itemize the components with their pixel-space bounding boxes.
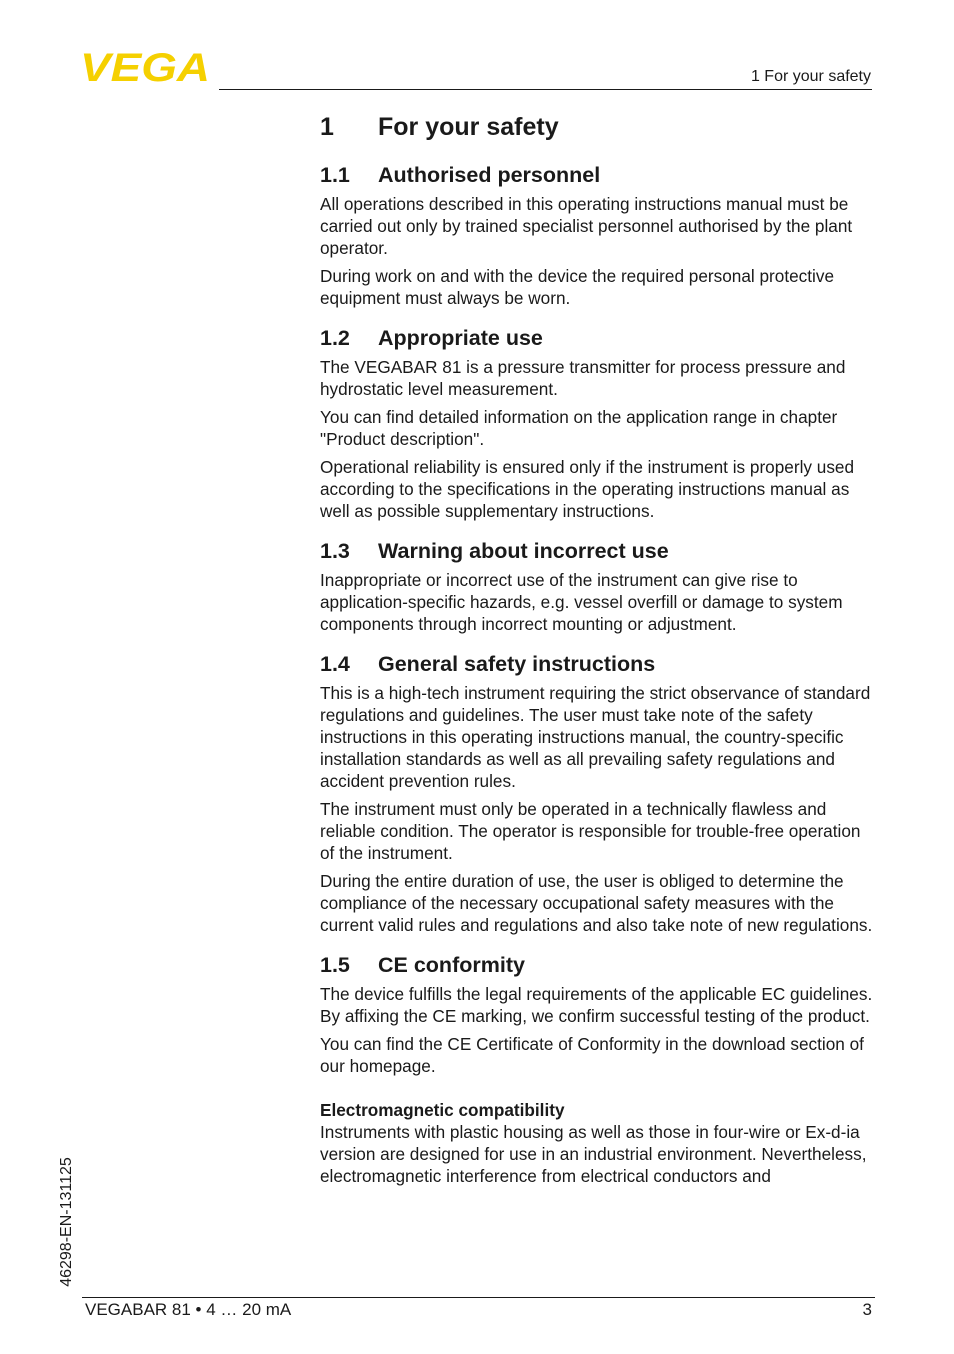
section-title: Warning about incorrect use [378, 539, 669, 563]
document-code: 46298-EN-131125 [58, 1157, 75, 1287]
section-number: 1.5 [320, 953, 350, 977]
section-number: 1.1 [320, 163, 350, 187]
body-paragraph: Instruments with plastic housing as well as those in four-wire or Ex-d-ia version are designed for use in an industrial environment. Nevertheless, electromagnetic interference from electrical conductors and [320, 1122, 867, 1186]
running-title: 1 For your safety [750, 68, 871, 85]
body-paragraph: During the entire duration of use, the user is obliged to determine the compliance of the necessary occupational safety measures with the current valid rules and regulations and also take note of new regulations. [320, 871, 873, 935]
body-paragraph: During work on and with the device the required personal protective equipment must always be worn. [320, 266, 835, 308]
footer-product: VEGABAR 81 • 4 … 20 mA [85, 1300, 292, 1319]
section-number: 1.3 [320, 539, 350, 563]
section-title: Appropriate use [378, 326, 543, 350]
section-number: 1.2 [320, 326, 350, 350]
section-heading [320, 536, 876, 566]
section-title: CE conformity [378, 953, 525, 977]
footer-rule [82, 1297, 875, 1298]
section-heading [320, 160, 876, 190]
body-paragraph: You can find detailed information on the application range in chapter "Product description". [320, 407, 838, 449]
section-title: General safety instructions [378, 652, 656, 676]
body-paragraph: Inappropriate or incorrect use of the instrument can give rise to application-specific hazards, e.g. vessel overfill or damage to system components through incorrect mounting or adjustment. [320, 570, 843, 634]
page-content [320, 108, 876, 1193]
header-rule [219, 89, 872, 90]
subsection-heading: Electromagnetic compatibility [320, 1100, 565, 1120]
body-paragraph: This is a high-tech instrument requiring the strict observance of standard regulations and guidelines. The user must take note of the safety instructions in this operating instructions manual, the country-specific installation standards as well as all prevailing safety regulations and accident prevention rules. [320, 683, 871, 791]
chapter-title: For your safety [378, 113, 559, 141]
svg-text:VEGA: VEGA [80, 50, 210, 84]
body-paragraph: The VEGABAR 81 is a pressure transmitter for process pressure and hydrostatic level measurement. [320, 357, 846, 399]
section-heading [320, 323, 876, 353]
chapter-heading [320, 108, 876, 146]
body-paragraph: Operational reliability is ensured only if the instrument is properly used according to the specifications in the operating instructions manual as well as possible supplementary instructions. [320, 457, 855, 521]
section-heading [320, 950, 876, 980]
section-heading [320, 649, 876, 679]
section-number: 1.4 [320, 652, 350, 676]
body-paragraph: You can find the CE Certificate of Conformity in the download section of our homepage. [320, 1034, 864, 1076]
vega-logo [80, 50, 212, 84]
body-paragraph: All operations described in this operating instructions manual must be carried out only by trained specialist personnel authorised by the plant operator. [320, 194, 853, 258]
body-paragraph: The device fulfills the legal requirements of the applicable EC guidelines. By affixing the CE marking, we confirm successful testing of the product. [320, 984, 873, 1026]
section-title: Authorised personnel [378, 163, 601, 187]
chapter-number: 1 [320, 113, 334, 141]
page-number: 3 [862, 1300, 872, 1319]
body-paragraph: The instrument must only be operated in a technically flawless and reliable condition. The operator is responsible for trouble-free operation of the instrument. [320, 799, 861, 863]
